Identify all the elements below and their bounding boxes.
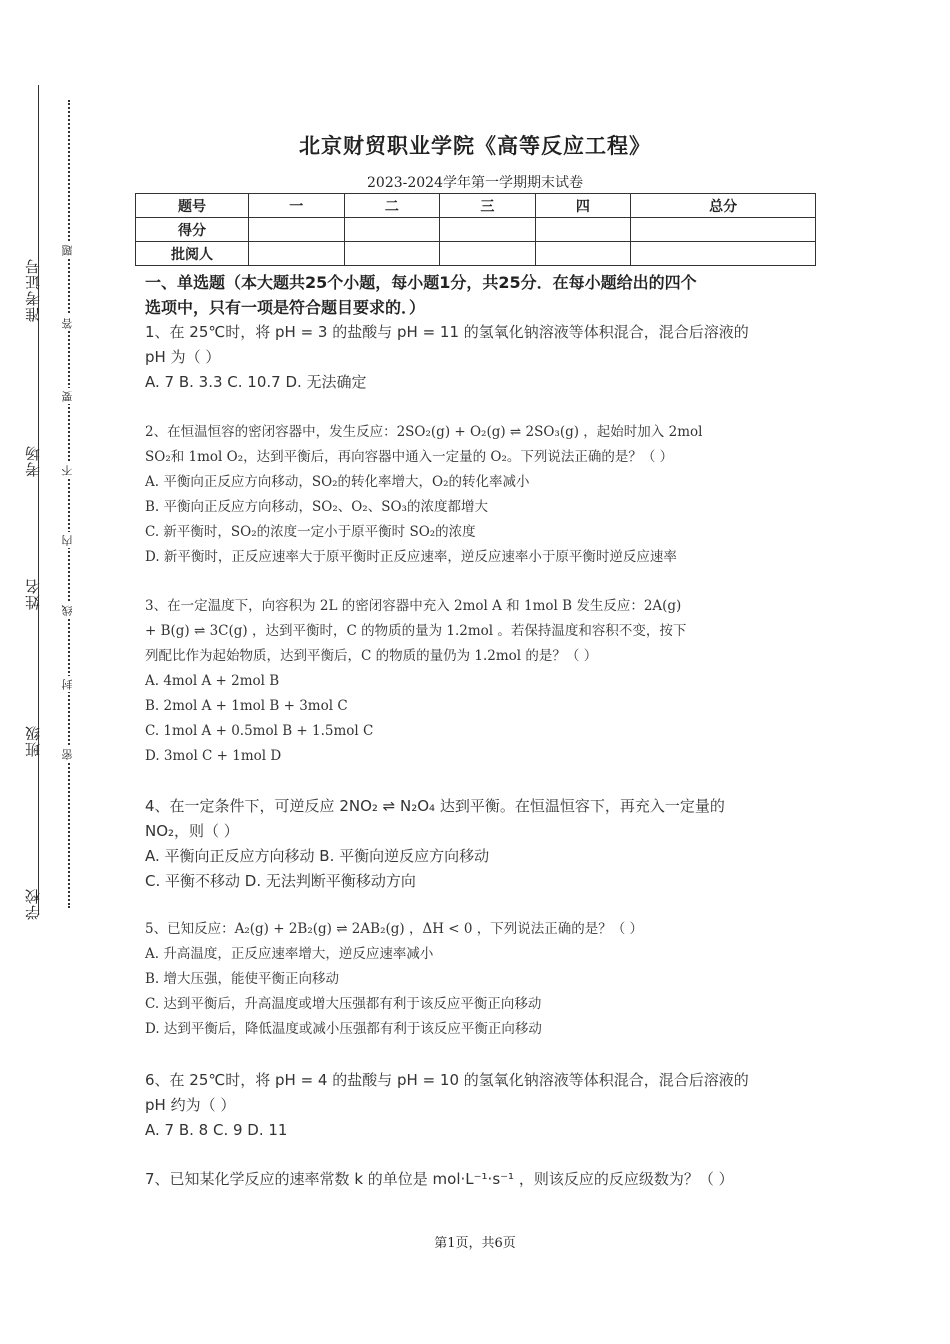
question-options: C. 平衡不移动 D. 无法判断平衡移动方向 — [145, 872, 416, 890]
score-cell[interactable] — [249, 218, 345, 242]
question-options: A. 7 B. 3.3 C. 10.7 D. 无法确定 — [145, 373, 367, 391]
score-cell[interactable] — [440, 218, 536, 242]
question-text: SO₂和 1mol O₂，达到平衡后，再向容器中通入一定量的 O₂。下列说法正确的是？（ ） — [145, 449, 674, 465]
table-row — [136, 194, 816, 218]
question-text: 7、已知某化学反应的速率常数 k 的单位是 mol·L⁻¹·s⁻¹ ，则该反应的反应级数为？（ ） — [145, 1170, 734, 1188]
seal-char: 要 — [61, 390, 74, 402]
page-number: 第1页，共6页 — [434, 1236, 516, 1251]
question-2 — [145, 420, 815, 570]
score-table — [135, 193, 816, 266]
question-text: pH 为（ ） — [145, 348, 221, 366]
question-text: 列配比作为起始物质，达到平衡后，C 的物质的量仍为 1.2mol 的是？（ ） — [145, 648, 598, 664]
table-header-cell: 一 — [249, 194, 345, 218]
option-b: B. 2mol A + 1mol B + 3mol C — [145, 698, 348, 714]
table-header-cell: 二 — [344, 194, 440, 218]
question-7 — [145, 1167, 815, 1192]
score-cell[interactable] — [535, 218, 631, 242]
question-text: + B(g) ⇌ 3C(g) ，达到平衡时，C 的物质的量为 1.2mol 。若保持温度和容积不变，按下 — [145, 623, 687, 639]
score-cell[interactable] — [249, 242, 345, 266]
table-row — [136, 242, 816, 266]
label-exam-number: 准考证号 — [24, 258, 42, 322]
table-header-cell: 四 — [535, 194, 631, 218]
option-c: C. 1mol A + 0.5mol B + 1.5mol C — [145, 723, 374, 739]
question-text: 2、在恒温恒容的密闭容器中，发生反应：2SO₂(g) + O₂(g) ⇌ 2SO₃(g) ，起始时加入 2mol — [145, 424, 703, 440]
question-text: NO₂，则（ ） — [145, 822, 239, 840]
question-text: 5、已知反应：A₂(g) + 2B₂(g) ⇌ 2AB₂(g) ，ΔH < 0 ，下列说法正确的是？（ ） — [145, 921, 644, 937]
row-label: 得分 — [136, 218, 249, 242]
question-text: 4、在一定条件下，可逆反应 2NO₂ ⇌ N₂O₄ 达到平衡。在恒温恒容下，再充入一定量的 — [145, 797, 725, 815]
label-exam-room: 考场 — [24, 445, 42, 477]
seal-dotted-line — [68, 100, 70, 908]
score-cell[interactable] — [535, 242, 631, 266]
option-d: D. 达到平衡后，降低温度或减小压强都有利于该反应平衡正向移动 — [145, 1021, 542, 1037]
score-cell[interactable] — [631, 242, 816, 266]
option-d: D. 新平衡时，正反应速率大于原平衡时正反应速率，逆反应速率小于原平衡时逆反应速率 — [145, 549, 677, 565]
option-d: D. 3mol C + 1mol D — [145, 748, 282, 764]
option-c: C. 达到平衡后，升高温度或增大压强都有利于该反应平衡正向移动 — [145, 996, 542, 1012]
row-label: 批阅人 — [136, 242, 249, 266]
seal-char: 答 — [61, 317, 74, 329]
table-row — [136, 218, 816, 242]
option-b: B. 平衡向正反应方向移动，SO₂、O₂、SO₃的浓度都增大 — [145, 499, 488, 515]
page-subtitle: 2023-2024学年第一学期期末试卷 — [367, 175, 583, 191]
seal-char: 不 — [61, 464, 74, 476]
option-a: A. 4mol A + 2mol B — [145, 673, 280, 689]
question-3 — [145, 594, 815, 769]
page-title: 北京财贸职业学院《高等反应工程》 — [299, 134, 651, 158]
score-cell[interactable] — [344, 218, 440, 242]
question-6 — [145, 1068, 815, 1143]
option-a: A. 升高温度，正反应速率增大，逆反应速率减小 — [145, 946, 434, 962]
option-a: A. 平衡向正反应方向移动，SO₂的转化率增大，O₂的转化率减小 — [145, 474, 530, 490]
seal-char: 题 — [61, 244, 74, 256]
question-1 — [145, 320, 815, 395]
table-header-cell: 总分 — [631, 194, 816, 218]
seal-char: 封 — [61, 678, 74, 690]
seal-char: 线 — [61, 604, 74, 616]
section-heading — [145, 270, 820, 320]
table-header-cell: 三 — [440, 194, 536, 218]
label-school: 学校 — [24, 888, 42, 920]
question-4 — [145, 794, 815, 894]
question-options: A. 7 B. 8 C. 9 D. 11 — [145, 1121, 288, 1139]
question-text: 3、在一定温度下，向容积为 2L 的密闭容器中充入 2mol A 和 1mol B 发生反应：2A(g) — [145, 598, 682, 614]
seal-char: 内 — [61, 534, 74, 546]
question-text: 1、在 25℃时，将 pH = 3 的盐酸与 pH = 11 的氢氧化钠溶液等体积混合，混合后溶液的 — [145, 323, 749, 341]
label-class: 班级 — [24, 725, 42, 757]
option-c: C. 新平衡时，SO₂的浓度一定小于原平衡时 SO₂的浓度 — [145, 524, 476, 540]
score-cell[interactable] — [631, 218, 816, 242]
question-5 — [145, 917, 815, 1042]
option-b: B. 增大压强，能使平衡正向移动 — [145, 971, 340, 987]
question-options: A. 平衡向正反应方向移动 B. 平衡向逆反应方向移动 — [145, 847, 490, 865]
score-cell[interactable] — [440, 242, 536, 266]
question-text: pH 约为（ ） — [145, 1096, 236, 1114]
section-heading-line: 一、单选题（本大题共25个小题，每小题1分，共25分．在每小题给出的四个 — [145, 273, 697, 292]
table-header-cell: 题号 — [136, 194, 249, 218]
seal-char: 密 — [61, 748, 74, 760]
section-heading-line: 选项中，只有一项是符合题目要求的．） — [145, 298, 426, 317]
score-cell[interactable] — [344, 242, 440, 266]
label-name: 姓名 — [24, 578, 42, 610]
binding-line — [38, 85, 39, 915]
question-text: 6、在 25℃时，将 pH = 4 的盐酸与 pH = 10 的氢氧化钠溶液等体积混合，混合后溶液的 — [145, 1071, 749, 1089]
